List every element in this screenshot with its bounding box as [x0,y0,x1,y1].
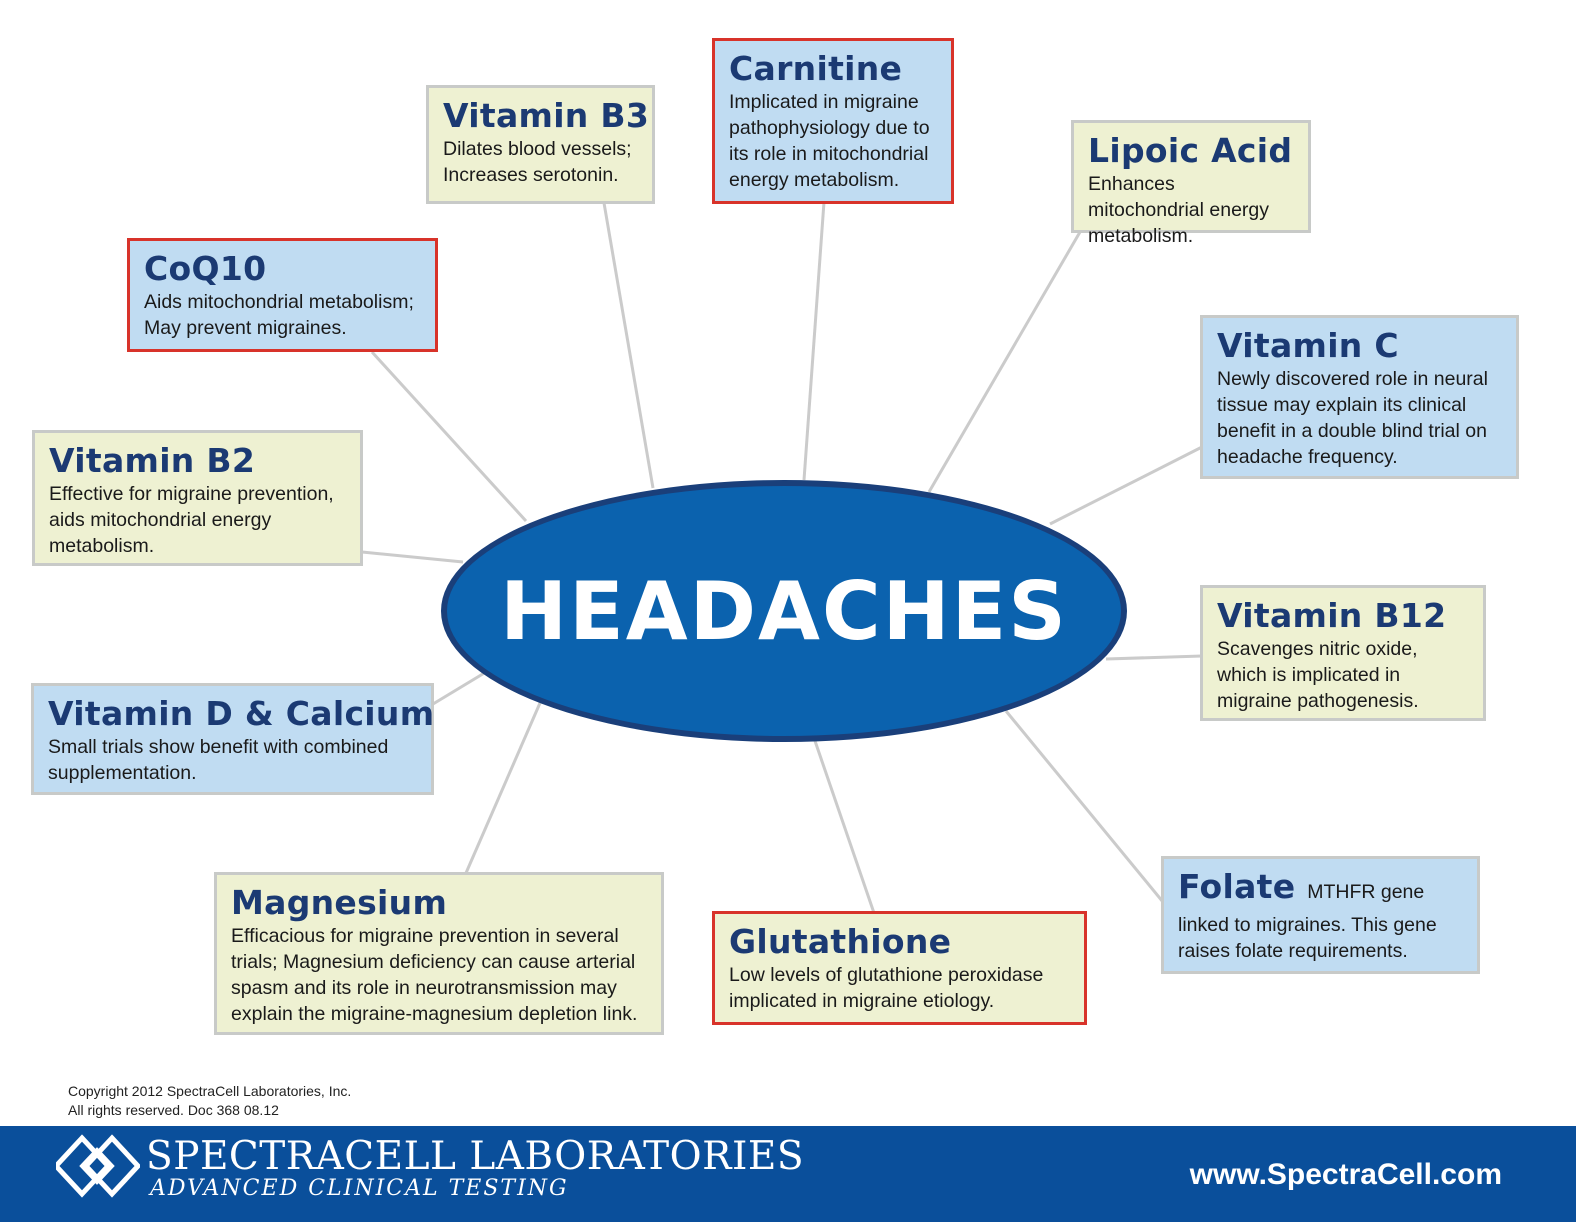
node-glutathione [712,911,1087,1025]
node-description: linked to migraines. This gene raises folate requirements. [1178,914,1437,962]
connector-folate [1006,711,1163,902]
node-description: Enhances mitochondrial energy metabolism. [1088,173,1270,247]
node-vitamin-b3 [426,85,655,204]
connector-vitamin-b3 [604,203,653,488]
connector-coq10 [372,352,526,521]
node-folate [1161,856,1480,974]
brand-name: SPECTRACELL LABORATORIES [146,1134,805,1179]
node-title: Vitamin C [1217,326,1399,365]
node-coq10 [127,238,438,352]
node-magnesium [214,872,664,1035]
center-label: HEADACHES [500,564,1068,658]
connector-lipoic-acid [929,232,1080,492]
node-inline-description: MTHFR gene [1307,881,1425,903]
interlocking-diamonds-logo-icon [56,1134,140,1198]
node-vitamin-b12 [1200,585,1486,721]
node-description: Implicated in migraine pathophysiology due to its role in mitochondrial energy metabolism. [729,91,930,191]
copyright-line: Copyright 2012 SpectraCell Laboratories, Inc. [68,1083,352,1099]
brand-tagline: ADVANCED CLINICAL TESTING [150,1176,569,1201]
node-title-text: Folate [1178,867,1296,906]
node-description: Effective for migraine prevention, aids mitochondrial energy metabolism. [49,483,334,557]
node-vitamin-c [1200,315,1519,479]
node-description: Dilates blood vessels; Increases serotonin. [443,138,632,186]
node-description: Efficacious for migraine prevention in several trials; Magnesium deficiency can cause arterial spasm and its role in neurotransmission may explain the migraine-magnesium depletion link. [231,925,638,1025]
node-title: Carnitine [729,49,903,88]
connector-glutathione [814,738,874,913]
node-title: Vitamin B12 [1217,596,1447,635]
node-title: Lipoic Acid [1088,131,1293,170]
node-title: Vitamin D & Calcium [48,694,435,733]
connector-vitamin-c [1050,447,1202,524]
node-description: Aids mitochondrial metabolism; May prevent migraines. [144,291,414,339]
connector-vitamin-d-calcium [433,672,486,704]
node-description: Small trials show benefit with combined supplementation. [48,736,389,784]
node-title: Vitamin B2 [49,441,256,480]
connector-vitamin-b2 [362,552,463,562]
node-title: Magnesium [231,883,448,922]
node-title [1178,869,1463,910]
rights-line: All rights reserved. Doc 368 08.12 [68,1102,279,1118]
copyright-notice [68,1082,351,1120]
node-description: Low levels of glutathione peroxidase implicated in migraine etiology. [729,964,1044,1012]
website-link[interactable]: www.SpectraCell.com [1189,1158,1502,1191]
footer-bar [0,1126,1576,1222]
node-carnitine [712,38,954,204]
node-title: Glutathione [729,922,952,961]
node-description: Scavenges nitric oxide, which is implicated in migraine pathogenesis. [1217,638,1419,712]
node-vitamin-b2 [32,430,363,566]
connector-carnitine [804,202,824,480]
node-description: Newly discovered role in neural tissue may explain its clinical benefit in a double blind trial on headache frequency. [1217,368,1488,468]
connector-vitamin-b12 [1106,656,1202,659]
node-lipoic-acid [1071,120,1311,247]
node-title: CoQ10 [144,249,267,288]
center-ellipse [441,480,1127,742]
node-vitamin-d-calcium [31,683,434,795]
node-title: Vitamin B3 [443,96,650,135]
connector-magnesium [466,703,540,873]
